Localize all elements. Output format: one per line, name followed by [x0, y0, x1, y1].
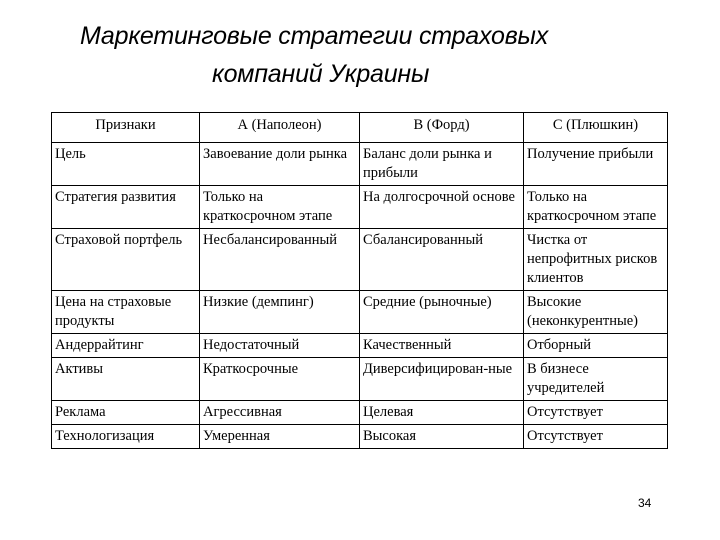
table-cell: Цель — [52, 143, 200, 186]
table-cell: Баланс доли рынка и прибыли — [360, 143, 524, 186]
table-row — [52, 291, 668, 334]
table-cell: Только на краткосрочном этапе — [524, 186, 668, 229]
page-number: 34 — [638, 496, 652, 510]
table-cell: Низкие (демпинг) — [200, 291, 360, 334]
table-cell: Высокие (неконкурентные) — [524, 291, 668, 334]
table-cell: Отсутствует — [524, 401, 668, 425]
table-row — [52, 401, 668, 425]
table-cell: Отсутствует — [524, 425, 668, 449]
table-cell: Сбалансированный — [360, 229, 524, 291]
table-cell: Целевая — [360, 401, 524, 425]
table-cell: Высокая — [360, 425, 524, 449]
table-row — [52, 334, 668, 358]
table-cell: Реклама — [52, 401, 200, 425]
table-cell: Несбалансированный — [200, 229, 360, 291]
table-cell: Только на краткосрочном этапе — [200, 186, 360, 229]
table-cell: На долгосрочной основе — [360, 186, 524, 229]
table-cell: Завоевание доли рынка — [200, 143, 360, 186]
table-cell: Андеррайтинг — [52, 334, 200, 358]
table-cell: Получение прибыли — [524, 143, 668, 186]
table-cell: Качественный — [360, 334, 524, 358]
table-cell: Страховой портфель — [52, 229, 200, 291]
slide-title-line-2: компаний Украины — [212, 60, 430, 88]
table-cell: Недостаточный — [200, 334, 360, 358]
header-cell-napoleon: А (Наполеон) — [200, 113, 360, 143]
table-cell: Чистка от непрофитных рисков клиентов — [524, 229, 668, 291]
table-header-row — [52, 113, 668, 143]
table-row — [52, 229, 668, 291]
table-cell: В бизнесе учредителей — [524, 358, 668, 401]
table-row — [52, 186, 668, 229]
table-cell: Средние (рыночные) — [360, 291, 524, 334]
table-cell: Цена на страховые продукты — [52, 291, 200, 334]
table-cell: Диверсифицирован-ные — [360, 358, 524, 401]
table-cell: Стратегия развития — [52, 186, 200, 229]
table-cell: Агрессивная — [200, 401, 360, 425]
table-cell: Умеренная — [200, 425, 360, 449]
header-cell-plyushkin: С (Плюшкин) — [524, 113, 668, 143]
table-row — [52, 425, 668, 449]
table-row — [52, 143, 668, 186]
header-cell-ford: В (Форд) — [360, 113, 524, 143]
header-cell-feature: Признаки — [52, 113, 200, 143]
table-row — [52, 358, 668, 401]
strategies-table — [51, 112, 668, 449]
slide-title-line-1: Маркетинговые стратегии страховых — [80, 22, 549, 50]
table-cell: Отборный — [524, 334, 668, 358]
table-cell: Краткосрочные — [200, 358, 360, 401]
table-cell: Технологизация — [52, 425, 200, 449]
table-cell: Активы — [52, 358, 200, 401]
